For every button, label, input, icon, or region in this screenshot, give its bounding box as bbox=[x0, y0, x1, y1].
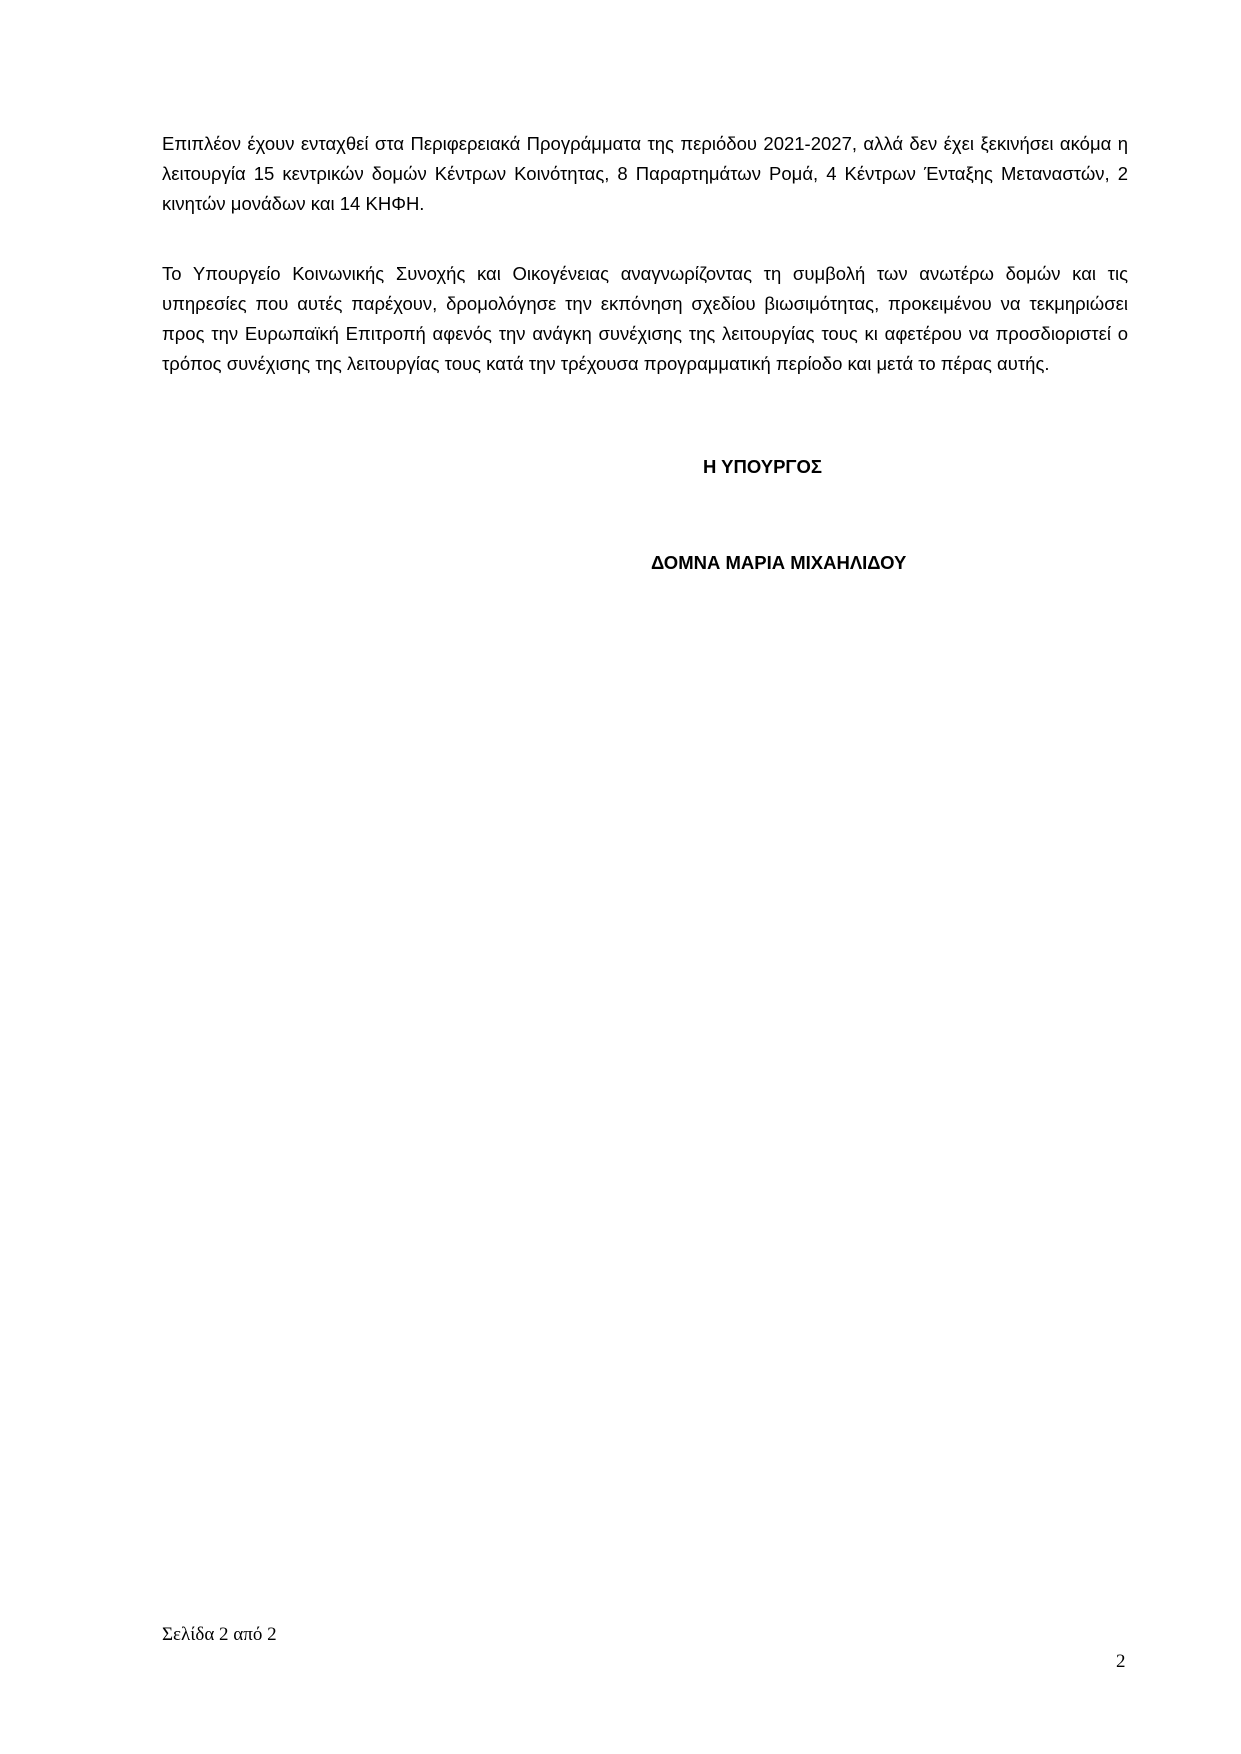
body-paragraph-2: Το Υπουργείο Κοινωνικής Συνοχής και Οικογένειας αναγνωρίζοντας τη συμβολή των ανωτέρω δομών και τις υπηρεσίες που αυτές παρέχουν, δρομολόγησε την εκπόνηση σχεδίου βιωσιμότητας, προκειμένου να τεκμηριώσει προς την Ευρωπαϊκή Επιτροπή αφενός την ανάγκη συνέχισης της λειτουργίας τους κι αφετέρου να προσδιοριστεί ο τρόπος συνέχισης της λειτουργίας τους κατά την τρέχουσα προγραμματική περίοδο και μετά το πέρας αυτής. bbox=[162, 263, 1128, 374]
footer-page-number: 2 bbox=[1116, 1651, 1126, 1672]
footer-page-label: Σελίδα 2 από 2 bbox=[162, 1624, 277, 1645]
body-paragraph-1: Επιπλέον έχουν ενταχθεί στα Περιφερειακά Προγράμματα της περιόδου 2021-2027, αλλά δεν έχει ξεκινήσει ακόμα η λειτουργία 15 κεντρικών δομών Κέντρων Κοινότητας, 8 Παραρτημάτων Ρομά, 4 Κέντρων Ένταξης Μεταναστών, 2 κινητών μονάδων και 14 ΚΗΦΗ. bbox=[162, 133, 1128, 214]
signature-title: Η ΥΠΟΥΡΓΟΣ bbox=[703, 456, 823, 477]
signature-name: ΔΟΜΝΑ ΜΑΡΙΑ ΜΙΧΑΗΛΙΔΟΥ bbox=[651, 552, 907, 573]
